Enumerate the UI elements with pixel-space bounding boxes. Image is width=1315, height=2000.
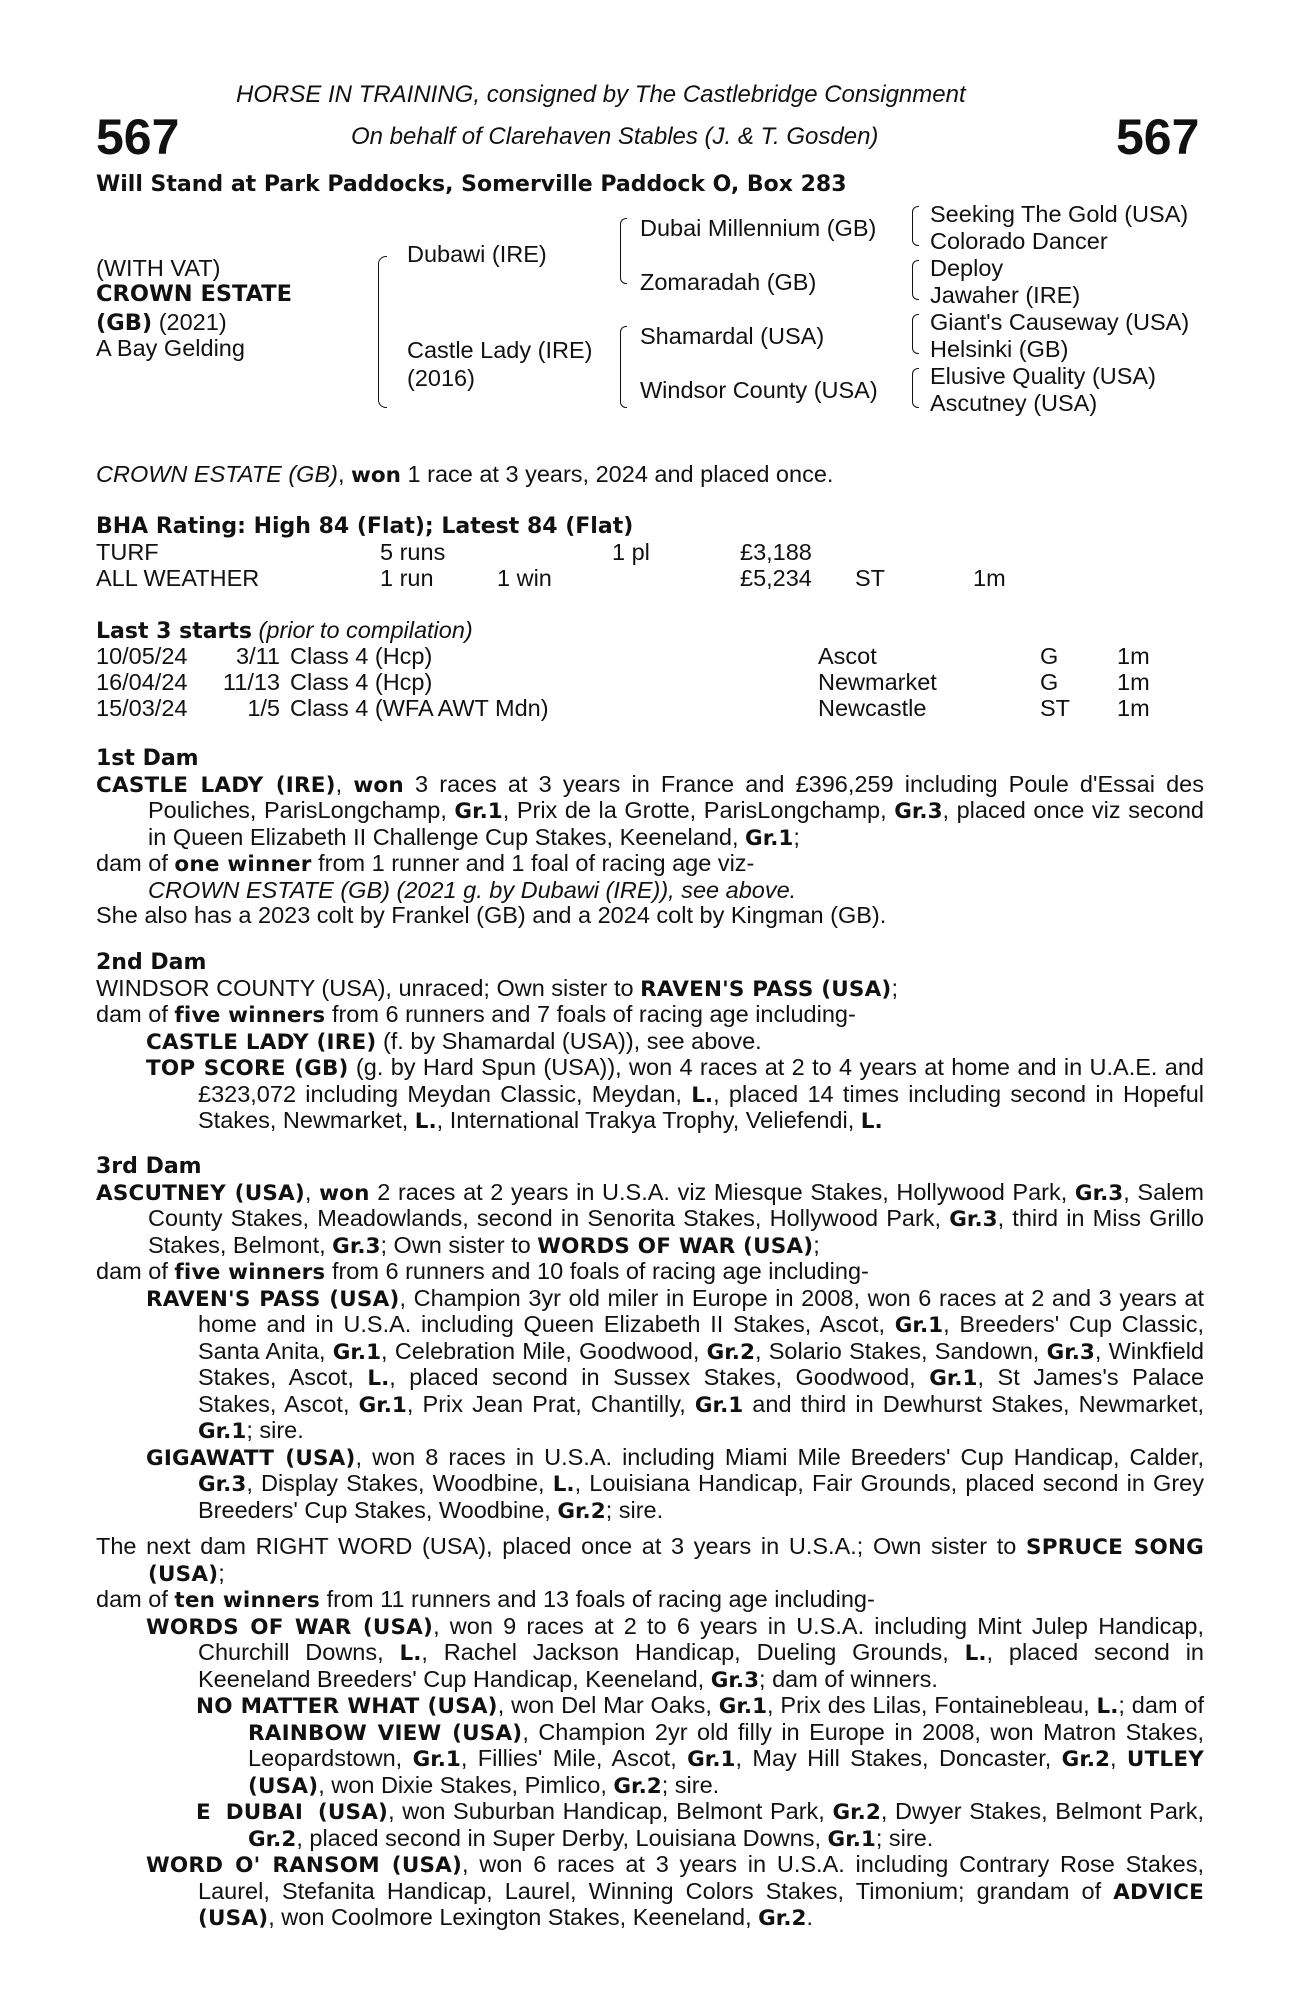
produce-entry	[96, 1799, 1204, 1852]
produce-text: ; sire.	[875, 1824, 934, 1851]
produce-entry	[96, 1055, 1204, 1135]
second-dam-heading: 2nd Dam	[96, 950, 207, 975]
bracket-ggs4	[912, 368, 919, 408]
start-position: 1/5	[247, 695, 280, 721]
sister-name: RAVEN'S PASS (USA)	[640, 976, 892, 1002]
grade: Gr.1	[687, 1747, 736, 1772]
grade: Gr.3	[198, 1472, 247, 1497]
rating-placed: 1 pl	[612, 539, 650, 565]
next-dam-record	[96, 1534, 1204, 1587]
produce-entry	[96, 1614, 1204, 1694]
produce-text: (f. by Shamardal (USA)), see above.	[376, 1027, 762, 1054]
produce-text: ; sire.	[661, 1771, 720, 1798]
start-race: Class 4 (Hcp)	[290, 669, 433, 695]
grade: L.	[414, 1109, 437, 1134]
pedigree-ggs6: Helsinki (GB)	[930, 336, 1069, 362]
horse-origin-year	[96, 310, 227, 337]
produce-name: GIGAWATT (USA)	[146, 1445, 356, 1471]
sister-name: WORDS OF WAR (USA)	[537, 1233, 814, 1259]
summary-won: won	[351, 463, 401, 488]
start-dist: 1m	[1117, 695, 1150, 721]
pedigree-ggs7: Elusive Quality (USA)	[930, 363, 1156, 389]
produce-text: ; sire.	[605, 1496, 664, 1523]
produce-text: , Prix des Lilas, Fontainebleau,	[767, 1692, 1097, 1718]
first-dam-heading: 1st Dam	[96, 746, 199, 771]
produce-text: and third in Dewhurst Stakes, Newmarket,	[743, 1390, 1204, 1417]
pedigree-dam: Castle Lady (IRE)	[407, 337, 593, 363]
grade: L.	[399, 1641, 422, 1666]
produce-text: ; dam of	[1118, 1692, 1204, 1718]
grade: L.	[552, 1472, 575, 1497]
produce-text: , Rachel Jackson Handicap, Dueling Grounds,	[421, 1639, 965, 1665]
first-dam-section	[96, 746, 1204, 929]
lot-number-right: 567	[1116, 109, 1200, 165]
start-dist: 1m	[1117, 643, 1150, 669]
produce-name: RAVEN'S PASS (USA)	[146, 1286, 400, 1312]
grade: Gr.3	[949, 1207, 998, 1232]
produce-text: , Champion 2yr old filly in Europe in 2008, won Matron Stakes, Leopardstown,	[248, 1718, 1204, 1771]
rating-runs: 5 runs	[380, 539, 446, 565]
won-label: won	[353, 772, 404, 798]
rating-prize: £3,188	[740, 539, 812, 565]
grade: Gr.1	[454, 799, 503, 824]
produce-text: , St James's Palace Stakes, Ascot,	[198, 1364, 1205, 1417]
produce-name: RAINBOW VIEW (USA)	[248, 1720, 523, 1746]
grade: L.	[860, 1109, 883, 1134]
produce-name: NO MATTER WHAT (USA)	[196, 1694, 498, 1719]
produce-text: , Display Stakes, Woodbine,	[246, 1470, 553, 1496]
grade: Gr.3	[1046, 1339, 1095, 1365]
pedigree-ggs2: Colorado Dancer	[930, 228, 1108, 254]
produce-name: CROWN ESTATE (GB)	[148, 876, 390, 903]
second-dam-produce-summary	[96, 1002, 1204, 1029]
sister-name: SPRUCE SONG (USA)	[148, 1535, 1204, 1587]
bha-rating: BHA Rating: High 84 (Flat); Latest 84 (Flat)	[96, 514, 634, 539]
summary-text: 1 race at 3 years, 2024 and placed once.	[400, 461, 834, 487]
record-text: , Salem County Stakes, Meadowlands, second in Senorita Stakes, Hollywood Park,	[148, 1178, 1205, 1231]
produce-text: (2021 g. by Dubawi (IRE)), see above.	[389, 876, 797, 903]
produce-text: from 11 runners and 13 foals of racing age including-	[320, 1586, 875, 1612]
second-dam-record	[96, 976, 1204, 1003]
produce-text: , International Trakya Trophy, Veliefendi,	[436, 1107, 861, 1133]
pedigree-dam-year: (2016)	[407, 365, 475, 391]
grade: Gr.2	[758, 1906, 807, 1931]
first-dam-produce-summary	[96, 851, 1204, 878]
grade: Gr.1	[929, 1366, 978, 1391]
grade: Gr.1	[894, 1313, 944, 1338]
produce-entry	[96, 1693, 1204, 1799]
third-dam-record: ASCUTNEY (USA), won 2 races at 2 years in U.S.A. viz Miesque Stakes, Hollywood Park, Gr.3, Salem County Stakes, Meadowlands, second in Senorita Stakes, Hollywood Park, Gr.3, third in Miss Grillo Stakes, Belmont, Gr.3; Own sister to WORDS OF WAR (USA);	[96, 1178, 1205, 1259]
record-text: 2 races at 2 years in U.S.A. viz Miesque Stakes, Hollywood Park,	[369, 1178, 1075, 1205]
produce-text: , won Coolmore Lexington Stakes, Keeneland,	[268, 1904, 759, 1930]
start-date: 15/03/24	[96, 695, 188, 721]
dam-name: CASTLE LADY (IRE)	[96, 772, 336, 798]
start-date: 10/05/24	[96, 643, 188, 669]
produce-text: , Solario Stakes, Sandown,	[754, 1337, 1047, 1364]
bracket-ggs3	[912, 314, 919, 354]
last-starts-title: Last 3 starts	[96, 619, 253, 644]
produce-text: , Champion 3yr old miler in Europe in 2008, won 6 races at 2 and 3 years at home and in U.S.A. including Queen Elizabeth II Stakes, Ascot,	[198, 1284, 1204, 1337]
produce-name: TOP SCORE (GB)	[146, 1056, 349, 1081]
rating-surface: TURF	[96, 539, 159, 565]
start-dist: 1m	[1117, 669, 1150, 695]
record-text: , third in Miss Grillo Stakes, Belmont,	[148, 1205, 1204, 1258]
bracket-ggs2	[912, 260, 919, 300]
dam-of: dam of	[96, 1586, 175, 1612]
produce-text: , Fillies' Mile, Ascot,	[460, 1745, 688, 1771]
produce-text: , placed 14 times including second in Hopeful Stakes, Newmarket,	[198, 1080, 1204, 1133]
pedigree-sire: Dubawi (IRE)	[407, 241, 547, 267]
produce-name: WORD O' RANSOM (USA)	[146, 1853, 463, 1878]
record-text: ;	[813, 1231, 820, 1258]
bracket-ggs1	[912, 206, 919, 246]
produce-text: , Celebration Mile, Goodwood,	[381, 1337, 707, 1364]
grade: L.	[691, 1082, 714, 1108]
next-dam-produce-summary	[96, 1587, 1204, 1614]
start-course: Newcastle	[818, 695, 927, 721]
produce-text: , placed second in Sussex Stakes, Goodwood,	[389, 1364, 930, 1390]
record-text: ;	[218, 1559, 225, 1586]
record-text: WINDSOR COUNTY (USA), unraced; Own sister to	[96, 974, 641, 1001]
produce-text: , won Dixie Stakes, Pimlico,	[318, 1771, 614, 1798]
start-course: Ascot	[818, 643, 877, 669]
rating-runs: 1 run	[380, 565, 434, 591]
winner-count: one winner	[174, 852, 312, 877]
start-going: ST	[1040, 695, 1071, 721]
won-label: won	[319, 1180, 370, 1206]
grade: Gr.2	[1061, 1747, 1110, 1772]
record-text: , placed once viz second in Queen Elizabeth II Challenge Cup Stakes, Keeneland,	[148, 797, 1204, 850]
pedigree-ggs4: Jawaher (IRE)	[930, 282, 1081, 308]
with-vat: (WITH VAT)	[96, 255, 221, 281]
start-position: 3/11	[236, 643, 280, 669]
produce-name: UTLEY (USA)	[248, 1747, 1204, 1799]
horse-name: CROWN ESTATE	[96, 281, 293, 307]
start-course: Newmarket	[818, 669, 937, 695]
rating-prize: £5,234	[740, 565, 812, 591]
winner-count: five winners	[174, 1003, 326, 1028]
grade: Gr.1	[718, 1694, 768, 1719]
produce-name: ADVICE (USA)	[198, 1879, 1204, 1931]
first-dam-record: CASTLE LADY (IRE), won 3 races at 3 years in France and £396,259 including Poule d'Essai des Pouliches, ParisLongchamp, Gr.1, Prix de la Grotte, ParisLongchamp, Gr.3, placed once viz second in Queen Elizabeth II Challenge Cup Stakes, Keeneland, Gr.1;	[96, 770, 1204, 851]
pedigree-gs3: Shamardal (USA)	[640, 323, 825, 349]
horse-year: (2021)	[152, 309, 227, 335]
first-dam-also: She also has a 2023 colt by Frankel (GB) and a 2024 colt by Kingman (GB).	[96, 902, 887, 928]
pedigree-gs2: Zomaradah (GB)	[640, 269, 817, 295]
record-text: 3 races at 3 years in France and £396,259 including Poule d'Essai des Pouliches, ParisLongchamp,	[148, 770, 1204, 823]
bracket-dam	[620, 326, 627, 408]
grade: Gr.3	[1074, 1180, 1124, 1206]
grade: Gr.2	[613, 1773, 662, 1799]
dam-of: dam of	[96, 1258, 175, 1284]
rating-going: ST	[855, 565, 886, 591]
third-dam-section	[96, 1154, 1204, 1524]
produce-entry	[96, 1029, 1204, 1056]
grade: Gr.3	[332, 1233, 381, 1259]
header-on-behalf: On behalf of Clarehaven Stables (J. & T. Gosden)	[351, 123, 879, 150]
record-text: ; Own sister to	[380, 1231, 538, 1258]
rating-wins: 1 win	[497, 565, 552, 591]
pedigree-gs4: Windsor County (USA)	[640, 377, 878, 403]
grade: L.	[1096, 1694, 1119, 1719]
record-text: ;	[891, 974, 898, 1001]
produce-text: , won 8 races in U.S.A. including Miami Mile Breeders' Cup Handicap, Calder,	[355, 1443, 1204, 1470]
grade: L.	[964, 1641, 987, 1666]
bracket-sire	[620, 218, 627, 284]
grade: Gr.1	[358, 1392, 407, 1418]
third-dam-produce-summary	[96, 1259, 1204, 1286]
produce-text: from 1 runner and 1 foal of racing age viz-	[311, 850, 755, 876]
grade: Gr.2	[248, 1826, 297, 1852]
start-going: G	[1040, 669, 1059, 695]
winner-count: five winners	[174, 1260, 326, 1285]
race-summary: CROWN ESTATE (GB), won 1 race at 3 years, 2024 and placed once.	[96, 461, 834, 488]
start-race: Class 4 (Hcp)	[290, 643, 433, 669]
grade: Gr.2	[557, 1498, 606, 1524]
start-race: Class 4 (WFA AWT Mdn)	[290, 695, 549, 721]
produce-text: , won Del Mar Oaks,	[497, 1692, 719, 1718]
grade: Gr.1	[198, 1419, 247, 1444]
winner-count: ten winners	[174, 1588, 321, 1613]
produce-name: E DUBAI (USA)	[196, 1800, 389, 1825]
produce-text: , won 6 races at 3 years in U.S.A. including Contrary Rose Stakes, Laurel, Stefanita Handicap, Laurel, Winning Colors Stakes, Timonium; grandam of	[198, 1851, 1204, 1904]
produce-text: , won Suburban Handicap, Belmont Park,	[388, 1798, 833, 1824]
produce-text: , Prix Jean Prat, Chantilly,	[406, 1390, 695, 1417]
third-dam-heading: 3rd Dam	[96, 1154, 202, 1179]
horse-description: A Bay Gelding	[96, 335, 245, 361]
start-position: 11/13	[222, 669, 280, 695]
second-dam-section	[96, 950, 1204, 1135]
produce-entry	[96, 1445, 1204, 1525]
produce-text: , Breeders' Cup Classic, Santa Anita,	[198, 1311, 1204, 1364]
grade: Gr.2	[832, 1800, 881, 1825]
pedigree-ggs1: Seeking The Gold (USA)	[930, 201, 1189, 227]
start-going: G	[1040, 643, 1059, 669]
produce-text: , Louisiana Handicap, Fair Grounds, placed second in Grey Breeders' Cup Stakes, Woodbine,	[198, 1470, 1204, 1523]
header-consignment: HORSE IN TRAINING, consigned by The Castlebridge Consignment	[236, 81, 966, 108]
produce-text: , placed second in Super Derby, Louisiana Downs,	[296, 1824, 828, 1851]
produce-text: , placed second in Keeneland Breeders' Cup Handicap, Keeneland,	[198, 1639, 1204, 1692]
grade: Gr.3	[894, 799, 943, 824]
location-line: Will Stand at Park Paddocks, Somerville Paddock O, Box 283	[96, 172, 847, 197]
pedigree-gs1: Dubai Millennium (GB)	[640, 215, 877, 241]
last-starts-note: (prior to compilation)	[252, 617, 473, 643]
produce-text: from 6 runners and 7 foals of racing age including-	[325, 1001, 856, 1027]
last-starts-heading	[96, 618, 473, 645]
pedigree-ggs8: Ascutney (USA)	[930, 390, 1098, 416]
produce-text: ; dam of winners.	[759, 1665, 938, 1692]
pedigree-ggs5: Giant's Causeway (USA)	[930, 309, 1190, 335]
rating-surface: ALL WEATHER	[96, 565, 260, 591]
dam-name: ASCUTNEY (USA)	[96, 1180, 305, 1206]
grade: Gr.1	[332, 1339, 382, 1365]
grade: L.	[367, 1366, 390, 1391]
grade: Gr.1	[745, 825, 794, 851]
produce-text: (g. by Hard Spun (USA)), won 4 races at 2 to 4 years at home and in U.A.E. and £323,072 including Meydan Classic, Meydan,	[198, 1054, 1204, 1107]
bracket-main	[378, 256, 387, 408]
produce-entry	[96, 1286, 1204, 1445]
produce-text: .	[806, 1904, 813, 1930]
first-dam-produce	[96, 878, 1204, 904]
produce-text: , May Hill Stakes, Doncaster,	[735, 1745, 1062, 1771]
grade: Gr.1	[694, 1392, 744, 1418]
rating-dist: 1m	[973, 565, 1006, 591]
lot-number-left: 567	[96, 109, 180, 165]
produce-text: ,	[1109, 1745, 1127, 1771]
record-text: , Prix de la Grotte, ParisLongchamp,	[502, 797, 895, 823]
next-dam-section	[96, 1534, 1204, 1932]
produce-entry	[96, 1852, 1204, 1932]
summary-horse-name: CROWN ESTATE (GB)	[96, 461, 338, 487]
horse-origin: (GB)	[96, 310, 153, 336]
produce-text: , Winkfield Stakes, Ascot,	[198, 1337, 1204, 1390]
pedigree-ggs3: Deploy	[930, 255, 1004, 281]
produce-text: , Dwyer Stakes, Belmont Park,	[880, 1798, 1204, 1824]
produce-text: , won 9 races at 2 to 6 years in U.S.A. including Mint Julep Handicap, Churchill Downs,	[198, 1612, 1205, 1665]
record-text: The next dam RIGHT WORD (USA), placed once at 3 years in U.S.A.; Own sister to	[96, 1533, 1027, 1559]
produce-text: from 6 runners and 10 foals of racing age including-	[325, 1258, 869, 1284]
produce-text: ; sire.	[246, 1417, 304, 1443]
grade: Gr.3	[710, 1667, 760, 1693]
start-date: 16/04/24	[96, 669, 188, 695]
dam-of: dam of	[96, 1001, 175, 1027]
grade: Gr.2	[706, 1339, 755, 1365]
produce-name: WORDS OF WAR (USA)	[146, 1614, 434, 1640]
grade: Gr.1	[412, 1747, 461, 1772]
produce-name: CASTLE LADY (IRE)	[146, 1029, 377, 1055]
dam-of: dam of	[96, 850, 175, 876]
record-text: ;	[793, 823, 800, 850]
grade: Gr.1	[827, 1826, 876, 1852]
